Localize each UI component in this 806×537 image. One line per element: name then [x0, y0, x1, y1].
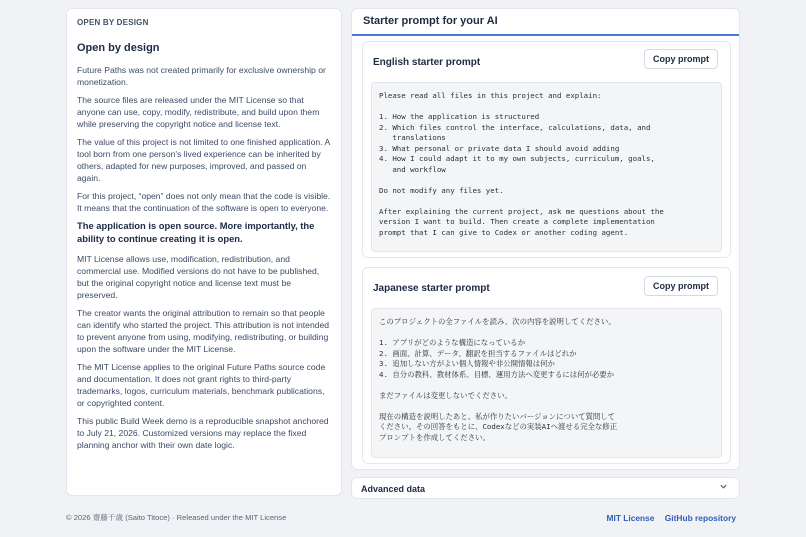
footer-copyright: © 2026 齋藤千歳 (Saito Titoce) · Released under the MIT License [66, 513, 287, 522]
section-title: Open by design [77, 42, 160, 54]
eyebrow-label: OPEN BY DESIGN [77, 18, 149, 27]
english-prompt-panel [362, 41, 731, 258]
paragraph: The MIT License applies to the original Future Paths source code and documentation. It does not grant rights to third-party trademarks, logos, curriculum materials, benchmark publications, or copyrighted content. [77, 362, 326, 408]
paragraph: The creator wants the original attribution to remain so that people can identify who started the project. This attribution is not intended to prevent anyone from using, modifying, redistributing, or building upon the software under the MIT License. [77, 308, 330, 354]
paragraph: The value of this project is not limited to one finished application. A tool born from one person's lived experience can be inherited by others, adapted for new purposes, improved, and passed on again. [77, 137, 330, 183]
paragraph: Future Paths was not created primarily for exclusive ownership or monetization. [77, 65, 326, 87]
starter-prompt-card [351, 8, 740, 470]
card-header [352, 9, 739, 36]
advanced-data-label: Advanced data [361, 484, 426, 494]
paragraph: For this project, “open” does not only mean that the code is visible. It means that the continuation of the software is open to everyone. [77, 191, 331, 213]
paragraph: This public Build Week demo is a reproducible snapshot anchored to July 21, 2026. Customized versions may replace the fixed planning anchor with their own date logic. [77, 416, 329, 450]
open-by-design-card [66, 8, 342, 496]
english-prompt-code[interactable]: Please read all files in this project and explain: 1. How the application is structured 2. Which files control the interface, calculations, data, and translations 3. What personal or private data I should avoid adding 4. How I could adapt it to my own subjects, curriculum, goals, and workflow Do not modify any files yet. After explaining the current project, ask me questions about the version I want to build. Then create a complete implementation prompt that I can give to Codex or another coding agent. [371, 82, 722, 252]
japanese-prompt-code[interactable]: このプロジェクトの全ファイルを読み、次の内容を説明してください。 1. アプリがどのような構造になっているか 2. 画面、計算、データ、翻訳を担当するファイルはどれか 3. 追加しない方がよい個人情報や非公開情報は何か 4. 自分の教科、教材体系、目標、運用方法へ変更するには何が必要か まだファイルは変更しないでください。 現在の構造を説明したあと、私が作りたいバージョンについて質問して ください。その回答をもとに、Codexなどの実装AIへ渡せる完全な修正 プロンプトを作成してください。 [371, 308, 722, 458]
chevron-down-icon [719, 482, 728, 493]
copy-english-prompt-button[interactable]: Copy prompt [644, 49, 718, 69]
advanced-data-toggle[interactable] [351, 477, 740, 499]
japanese-prompt-panel [362, 267, 731, 464]
footer-links [599, 513, 736, 523]
card-title: Starter prompt for your AI [363, 15, 498, 27]
paragraph: MIT License allows use, modification, redistribution, and commercial use. Modified versions do not have to be published, but the original copyright notice and license text must be preserved. [77, 254, 320, 300]
copy-japanese-prompt-button[interactable]: Copy prompt [644, 276, 718, 296]
paragraph: The source files are released under the MIT License so that anyone can use, copy, modify, redistribute, and build upon them while preserving the copyright notice and license text. [77, 95, 320, 129]
highlight-statement: The application is open source. More importantly, the ability to continue creating it is open. [77, 220, 315, 244]
japanese-prompt-title: Japanese starter prompt [373, 283, 490, 294]
mit-license-link[interactable]: MIT License [606, 513, 655, 523]
english-prompt-title: English starter prompt [373, 57, 481, 68]
github-repository-link[interactable]: GitHub repository [664, 513, 736, 523]
